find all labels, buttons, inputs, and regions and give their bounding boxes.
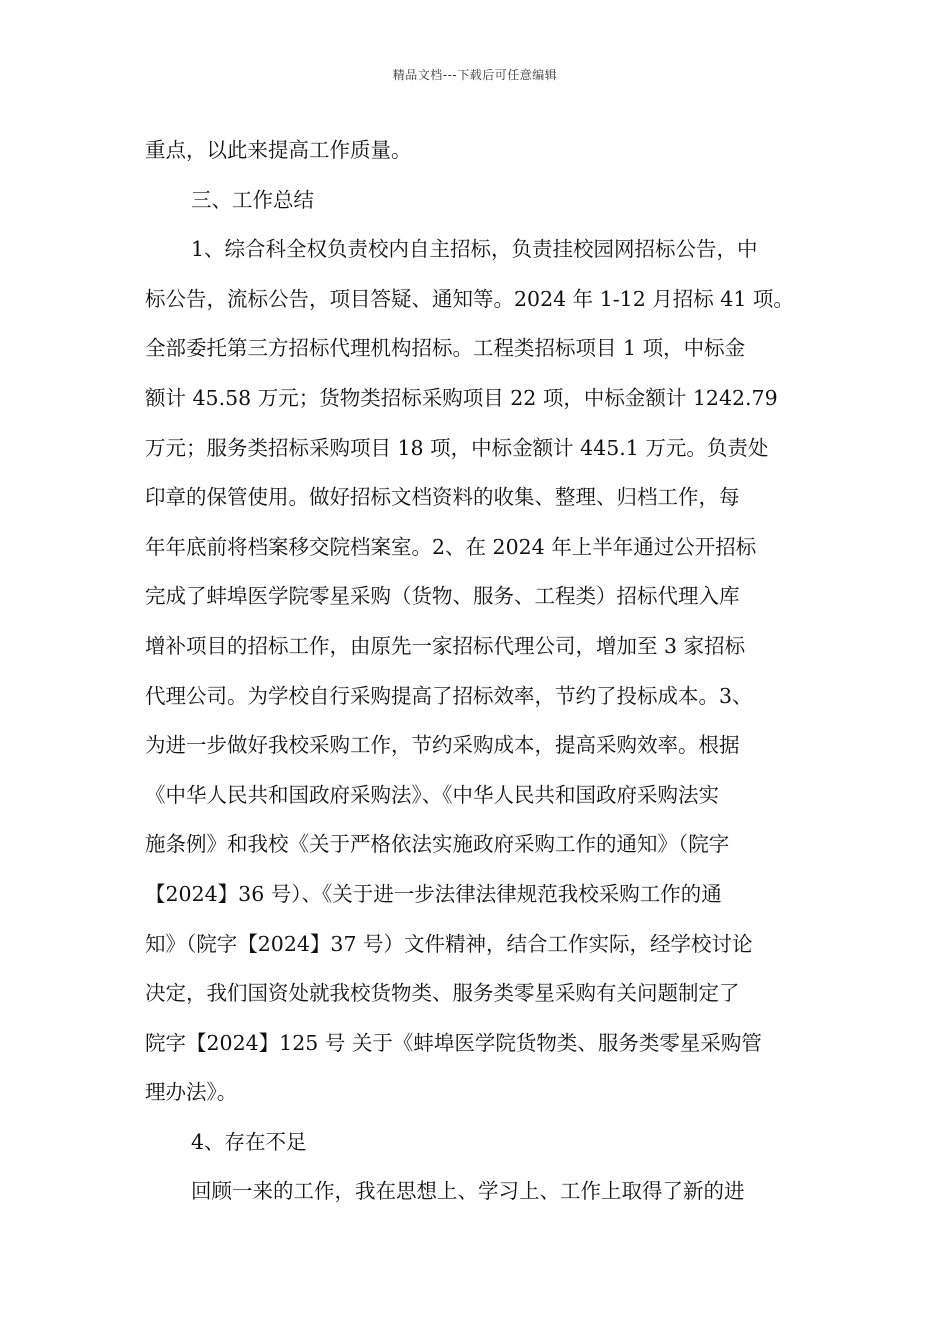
section-heading: 4、存在不足 — [191, 1129, 307, 1154]
text-line: 年年底前将档案移交院档案室。2、在 2024 年上半年通过公开招标 — [145, 534, 757, 559]
text-line: 1、综合科全权负责校内自主招标，负责挂校园网招标公告，中 — [191, 237, 758, 262]
text-line: 为进一步做好我校采购工作，节约采购成本，提高采购效率。根据 — [145, 733, 740, 758]
text-line: 万元；服务类招标采购项目 18 项，中标金额计 445.1 万元。负责处 — [145, 435, 769, 460]
text-line: 《中华人民共和国政府采购法》、《中华人民共和国政府采购法实 — [145, 782, 719, 807]
text-line: 理办法》。 — [145, 1080, 238, 1105]
text-line: 标公告，流标公告，项目答疑、通知等。2024 年 1-12 月招标 41 项。 — [145, 286, 794, 311]
text-line: 回顾一来的工作，我在思想上、学习上、工作上取得了新的进 — [191, 1179, 745, 1204]
text-line: 额计 45.58 万元；货物类招标采购项目 22 项，中标金额计 1242.79 — [145, 385, 778, 410]
text-line: 【2024】36 号）、《关于进一步法律法律规范我校采购工作的通 — [145, 881, 722, 906]
text-line: 全部委托第三方招标代理机构招标。工程类招标项目 1 项，中标金 — [145, 336, 746, 361]
text-line: 增补项目的招标工作，由原先一家招标代理公司，增加至 3 家招标 — [145, 633, 746, 658]
text-line: 重点，以此来提高工作质量。 — [145, 138, 412, 162]
text-line: 决定，我们国资处就我校货物类、服务类零星采购有关问题制定了 — [145, 981, 740, 1006]
text-line: 完成了蚌埠医学院零星采购（货物、服务、工程类）招标代理入库 — [145, 584, 740, 609]
text-line: 知》（院字【2024】37 号）文件精神，结合工作实际，经学校讨论 — [145, 931, 753, 956]
section-heading: 三、工作总结 — [191, 187, 314, 212]
text-line: 印章的保管使用。做好招标文档资料的收集、整理、归档工作，每 — [145, 485, 740, 510]
text-line: 院字【2024】125 号 关于《蚌埠医学院货物类、服务类零星采购管 — [145, 1030, 762, 1055]
text-line: 代理公司。为学校自行采购提高了招标效率，节约了投标成本。3、 — [145, 683, 753, 708]
page-header: 精品文档---下载后可任意编辑 — [392, 68, 558, 82]
text-line: 施条例》和我校《关于严格依法实施政府采购工作的通知》（院字 — [145, 832, 730, 857]
document-body — [145, 126, 807, 1217]
